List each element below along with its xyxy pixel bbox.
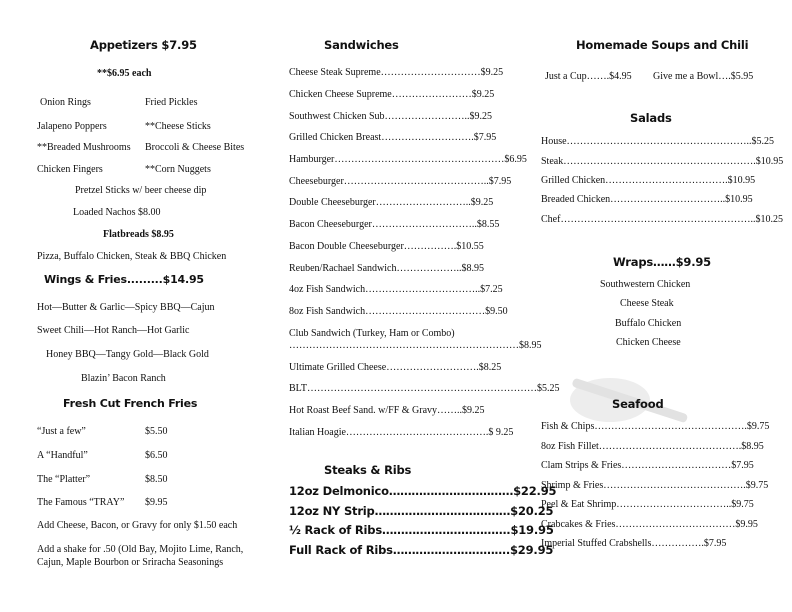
menu-item: BLT……………………………………………………………$5.25: [289, 383, 560, 394]
menu-item: 8oz Fish Sandwich………………………………$9.50: [289, 306, 508, 317]
wraps-title: Wraps……$9.95: [613, 255, 711, 269]
fries-price: $6.50: [145, 450, 168, 461]
flatbreads-desc: Pizza, Buffalo Chicken, Steak & BBQ Chicken: [37, 251, 227, 262]
list-item: Buffalo Chicken: [615, 318, 682, 329]
menu-item: Ultimate Grilled Cheese……………………….$8.25: [289, 362, 502, 373]
wings-title: Wings & Fries.........$14.95: [44, 273, 204, 286]
appetizers-subtitle: **$6.95 each: [97, 68, 152, 79]
menu-item: Cheese Steak Supreme…………………………$9.25: [289, 67, 504, 78]
menu-item: Chef…………………………………………………..$10.25: [541, 214, 783, 225]
fries-addon: Add Cheese, Bacon, or Gravy for only $1.50 each: [37, 520, 238, 531]
menu-item: Grilled Chicken Breast……………………….$7.95: [289, 132, 497, 143]
menu-item: House………………………………………………..$5.25: [541, 136, 775, 147]
fries-shake: Cajun, Maple Bourbon or Sriracha Seasonings: [37, 557, 224, 568]
wings-line: Honey BBQ—Tangy Gold—Black Gold: [46, 349, 209, 360]
menu-item: Peel & Eat Shrimp……………………………..$9.75: [541, 499, 754, 510]
fries-shake: Add a shake for .50 (Old Bay, Mojito Lime, Ranch,: [37, 544, 244, 555]
menu-item: Breaded Chicken……………………………..$10.95: [541, 194, 753, 205]
list-item: Fried Pickles: [145, 97, 198, 108]
menu-item: Cheeseburger……………………………………..$7.95: [289, 176, 512, 187]
menu-item: 12oz Delmonico……………………………$22.95: [289, 484, 557, 498]
list-item: **Corn Nuggets: [145, 164, 211, 175]
menu-item: Hamburger……………………………………………$6.95: [289, 154, 527, 165]
nachos-item: Loaded Nachos $8.00: [73, 207, 161, 218]
menu-item: ½ Rack of Ribs…………………………….$19.95: [289, 523, 554, 537]
menu-item: Grilled Chicken……………………………….$10.95: [541, 175, 756, 186]
flatbreads-title: Flatbreads $8.95: [103, 229, 174, 240]
seafood-title: Seafood: [612, 397, 664, 411]
menu-item: Full Rack of Ribs………………………….$29.95: [289, 543, 554, 557]
menu-item: Bacon Double Cheeseburger…………….$10.55: [289, 241, 484, 252]
fries-title: Fresh Cut French Fries: [63, 397, 198, 410]
soup-cup: Just a Cup…….$4.95: [545, 71, 632, 82]
fries-name: A “Handful”: [37, 450, 88, 461]
appetizers-title: Appetizers $7.95: [90, 38, 197, 52]
menu-item: Clam Strips & Fries……………………………$7.95: [541, 460, 754, 471]
menu-item: Crabcakes & Fries………………………………$9.95: [541, 519, 758, 530]
list-item: Jalapeno Poppers: [37, 121, 107, 132]
menu-item: Italian Hoagie…………………………………….$ 9.25: [289, 427, 514, 438]
soups-title: Homemade Soups and Chili: [576, 38, 749, 52]
fries-price: $9.95: [145, 497, 168, 508]
menu-item: Chicken Cheese Supreme……………………$9.25: [289, 89, 495, 100]
menu-item: Reuben/Rachael Sandwich………………..$8.95: [289, 263, 484, 274]
salads-title: Salads: [630, 111, 672, 125]
menu-item: Southwest Chicken Sub……………………..$9.25: [289, 111, 493, 122]
menu-item: Imperial Stuffed Crabshells…………….$7.95: [541, 538, 727, 549]
list-item: **Cheese Sticks: [145, 121, 211, 132]
menu-item: 4oz Fish Sandwich……………………………..$7.25: [289, 284, 503, 295]
list-item: Cheese Steak: [620, 298, 674, 309]
fries-name: The “Platter”: [37, 474, 91, 485]
fries-price: $8.50: [145, 474, 168, 485]
menu-item: Shrimp & Fries…………………………………….$9.75: [541, 480, 769, 491]
menu-item: Club Sandwich (Turkey, Ham or Combo): [289, 328, 455, 339]
menu-item: 8oz Fish Fillet…………………………………….$8.95: [541, 441, 764, 452]
list-item: **Breaded Mushrooms: [37, 142, 131, 153]
menu-item: ……………………………………………………………$8.95: [289, 340, 542, 351]
soup-bowl: Give me a Bowl….$5.95: [653, 71, 754, 82]
menu-item: Bacon Cheeseburger…………………………..$8.55: [289, 219, 500, 230]
fries-name: “Just a few”: [37, 426, 86, 437]
list-item: Southwestern Chicken: [600, 279, 691, 290]
menu-item: Fish & Chips……………………………………….$9.75: [541, 421, 770, 432]
menu-item: Double Cheeseburger………………………..$9.25: [289, 197, 494, 208]
list-item: Onion Rings: [40, 97, 91, 108]
list-item: Chicken Fingers: [37, 164, 103, 175]
pretzel-item: Pretzel Sticks w/ beer cheese dip: [75, 185, 207, 196]
wings-line: Sweet Chili—Hot Ranch—Hot Garlic: [37, 325, 190, 336]
wings-line: Hot—Butter & Garlic—Spicy BBQ—Cajun: [37, 302, 215, 313]
menu-item: Steak………………………………………………….$10.95: [541, 156, 784, 167]
fries-price: $5.50: [145, 426, 168, 437]
menu-item: 12oz NY Strip………………………………$20.25: [289, 504, 554, 518]
wings-line: Blazin’ Bacon Ranch: [81, 373, 166, 384]
menu-item: Hot Roast Beef Sand. w/FF & Gravy……..$9.25: [289, 405, 485, 416]
fries-name: The Famous “TRAY”: [37, 497, 125, 508]
sandwiches-title: Sandwiches: [324, 38, 399, 52]
list-item: Chicken Cheese: [616, 337, 681, 348]
list-item: Broccoli & Cheese Bites: [145, 142, 245, 153]
steaks-title: Steaks & Ribs: [324, 463, 412, 477]
